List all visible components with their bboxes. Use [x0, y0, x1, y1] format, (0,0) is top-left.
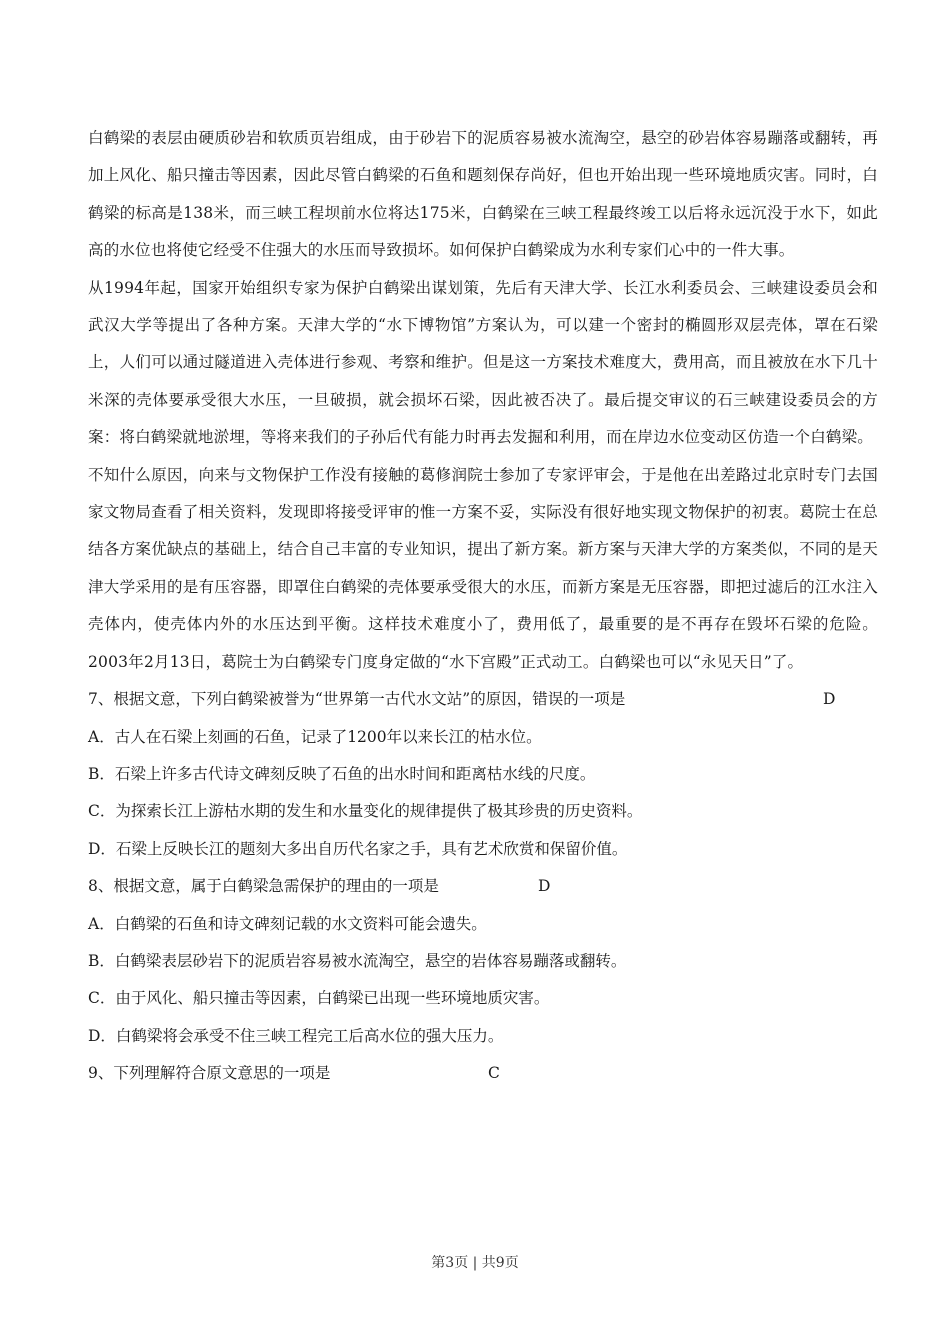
question-8-stem: 8、根据文意，属于白鹤梁急需保护的理由的一项是	[88, 877, 439, 896]
question-7-option-d: D．石梁上反映长江的题刻大多出自历代名家之手，具有艺术欣赏和保留价值。	[88, 839, 628, 858]
paragraph-2: 从1994年起，国家开始组织专家为保护白鹤梁出谋划策，先后有天津大学、长江水利委员会、三峡建设委员会和武汉大学等提出了各种方案。天津大学的“水下博物馆”方案认为，可以建一个密封的椭圆形双层壳体，罩在石梁上，人们可以通过隧道进入壳体进行参观、考察和维护。但是这一方案技术难度大，费用高，而且被放在水下几十米深的壳体要承受很大水压，一旦破损，就会损坏石梁，因此被否决了。最后提交审议的石三峡建设委员会的方案：将白鹤梁就地淤埋，等将来我们的子孙后代有能力时再去发掘和利用，而在岸边水位变动区仿造一个白鹤梁。	[88, 278, 878, 447]
question-8-option-d: D．白鹤梁将会承受不住三峡工程完工后高水位的强大压力。	[88, 1026, 504, 1045]
question-8-option-a: A．白鹤梁的石鱼和诗文碑刻记载的水文资料可能会遗失。	[88, 914, 487, 933]
question-7-option-a: A．古人在石梁上刻画的石鱼，记录了1200年以来长江的枯水位。	[88, 727, 542, 746]
question-8	[88, 868, 878, 1055]
question-7	[88, 681, 878, 868]
question-8-answer: D	[538, 877, 551, 896]
question-8-option-b: B．白鹤梁表层砂岩下的泥质岩容易被水流淘空，悬空的岩体容易蹦落或翻转。	[88, 951, 627, 970]
question-7-stem: 7、根据文意，下列白鹤梁被誉为“世界第一古代水文站”的原因，错误的一项是	[88, 690, 626, 709]
paragraph-1: 白鹤梁的表层由硬质砂岩和软质页岩组成，由于砂岩下的泥质容易被水流淘空，悬空的砂岩体容易蹦落或翻转，再加上风化、船只撞击等因素，因此尽管白鹤梁的石鱼和题刻保存尚好，但也开始出现一些环境地质灾害。同时，白鹤梁的标高是138米，而三峡工程坝前水位将达175米，白鹤梁在三峡工程最终竣工以后将永远沉没于水下，如此高的水位也将使它经受不住强大的水压而导致损坏。如何保护白鹤梁成为水利专家们心中的一件大事。	[88, 129, 878, 260]
question-9	[88, 1055, 878, 1092]
paragraph-3: 不知什么原因，向来与文物保护工作没有接触的葛修润院士参加了专家评审会，于是他在出差路过北京时专门去国家文物局查看了相关资料，发现即将接受评审的惟一方案不妥，实际没有很好地实现文物保护的初衷。葛院士在总结各方案优缺点的基础上，结合自己丰富的专业知识，提出了新方案。新方案与天津大学的方案类似，不同的是天津大学采用的是有压容器，即罩住白鹤梁的壳体要承受很大的水压，而新方案是无压容器，即把过滤后的江水注入壳体内，使壳体内外的水压达到平衡。这样技术难度小了，费用低了，最重要的是不再存在毁坏石梁的危险。2003年2月13日，葛院士为白鹤梁专门度身定做的“水下宫殿”正式动工。白鹤梁也可以“永见天日”了。	[88, 465, 878, 671]
document-body	[88, 120, 878, 1093]
question-9-answer: C	[488, 1064, 500, 1083]
question-7-option-c: C．为探索长江上游枯水期的发生和水量变化的规律提供了极其珍贵的历史资料。	[88, 802, 643, 821]
question-7-answer: D	[823, 690, 836, 709]
question-9-stem: 9、下列理解符合原文意思的一项是	[88, 1064, 331, 1083]
question-8-option-c: C．由于风化、船只撞击等因素，白鹤梁已出现一些环境地质灾害。	[88, 989, 550, 1008]
question-7-option-b: B．石梁上许多古代诗文碑刻反映了石鱼的出水时间和距离枯水线的尺度。	[88, 764, 596, 783]
page-footer: 第3页 | 共9页	[431, 1255, 519, 1271]
